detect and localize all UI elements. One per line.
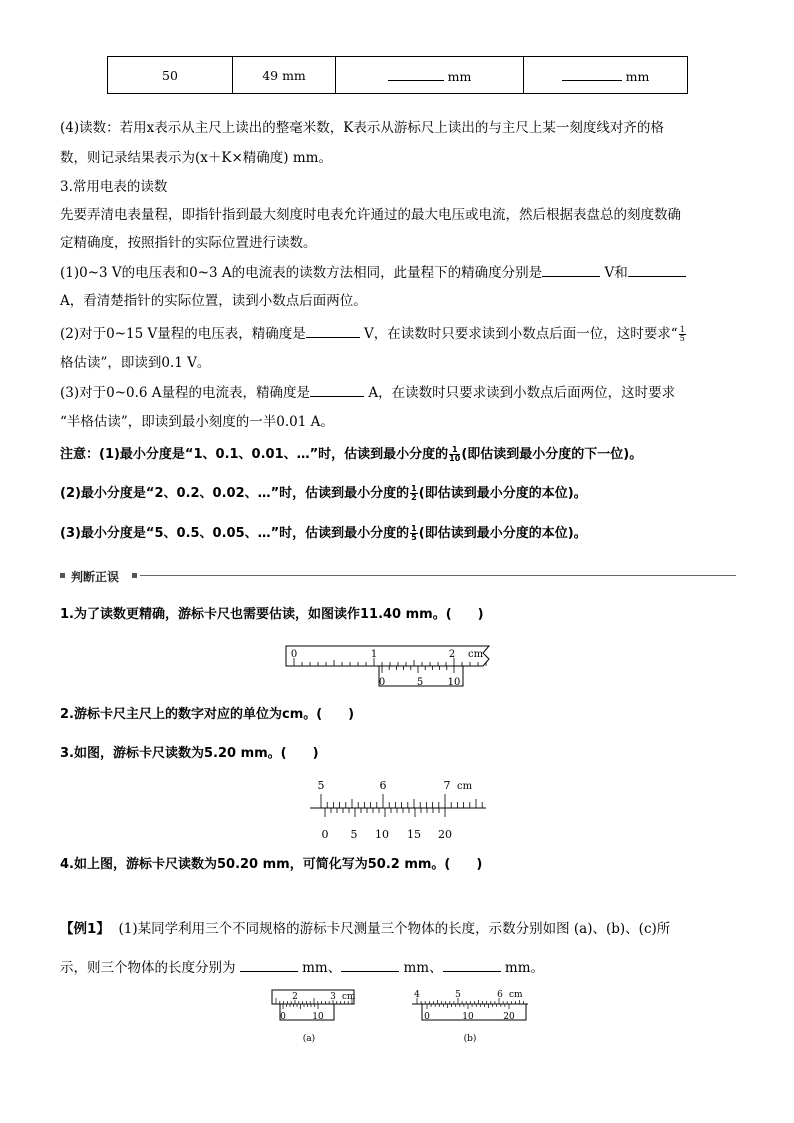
note-line bbox=[60, 445, 642, 465]
figure-caption: (a) bbox=[302, 1034, 316, 1044]
question-3: 3.如图，游标卡尺读数为5.20 mm。( ) bbox=[60, 746, 319, 761]
fraction: $\frac{1}{5}$ bbox=[679, 325, 685, 343]
vernier-scale-label: 5 bbox=[416, 677, 424, 688]
section-title: 3.常用电表的读数 bbox=[60, 179, 168, 195]
note-line bbox=[60, 524, 587, 544]
unit-label: cm bbox=[509, 990, 523, 1000]
answer-blank[interactable] bbox=[542, 262, 600, 277]
vernier-scale-label: 20 bbox=[503, 1012, 515, 1022]
vernier-scale-label: 0 bbox=[378, 677, 386, 688]
text-segment: (1)0~3 V的电压表和0~3 A的电流表的读数方法相同，此量程下的精确度分别是 bbox=[60, 265, 543, 281]
example-tag: 【例1】 bbox=[60, 921, 110, 937]
vernier-caliper-figure-a bbox=[266, 986, 358, 1046]
vernier-scale-label: 15 bbox=[407, 828, 421, 841]
paragraph-line: 先要弄清电表量程，即指针指到最大刻度时电表允许通过的最大电压或电流，然后根据表盘总的刻度数确 bbox=[60, 207, 681, 223]
vernier-scale-label: 0 bbox=[280, 1012, 286, 1022]
main-scale-label: 2 bbox=[448, 649, 456, 660]
table-row bbox=[108, 57, 688, 94]
vernier-scale-label: 10 bbox=[312, 1012, 324, 1022]
main-scale-label: 5 bbox=[455, 990, 461, 1000]
main-scale-label: 6 bbox=[379, 779, 387, 792]
text-segment: 注意：(1)最小分度是“1、0.1、0.01、…”时，估读到最小分度的 bbox=[60, 447, 449, 462]
vernier-caliper-figure-1 bbox=[284, 644, 494, 692]
unit-label: mm bbox=[403, 960, 430, 976]
question-1: 1.为了读数更精确，游标卡尺也需要估读，如图读作11.40 mm。( ) bbox=[60, 607, 484, 622]
main-scale-label: 2 bbox=[292, 992, 298, 1002]
vernier-scale-label: 0 bbox=[321, 828, 329, 841]
separator: 、 bbox=[429, 960, 443, 976]
paragraph-line: 定精确度，按照指针的实际位置进行读数。 bbox=[60, 235, 317, 251]
table-cell: 49 mm bbox=[233, 57, 336, 94]
text-segment: (即估读到最小分度的下一位)。 bbox=[461, 447, 643, 462]
text-segment: (2)最小分度是“2、0.2、0.02、…”时，估读到最小分度的 bbox=[60, 486, 410, 501]
text-segment: (2)对于0~15 V量程的电压表，精确度是 bbox=[60, 326, 306, 342]
square-bullet-icon bbox=[60, 573, 65, 578]
text-segment: A，在读数时只要求读到小数点后面两位，这时要求 bbox=[368, 385, 676, 401]
paragraph-line bbox=[60, 323, 687, 344]
paragraph-line: “半格估读”，即读到最小刻度的一半0.01 A。 bbox=[60, 414, 334, 430]
answer-blank[interactable] bbox=[562, 66, 622, 81]
unit-label: mm bbox=[447, 69, 472, 84]
paragraph-line: 数，则记录结果表示为(x＋K×精确度) mm。 bbox=[60, 150, 332, 166]
divider bbox=[140, 575, 736, 576]
main-scale-label: 6 bbox=[497, 990, 503, 1000]
unit-label: mm bbox=[302, 960, 328, 976]
reading-table bbox=[107, 56, 688, 94]
unit-label: cm bbox=[342, 992, 356, 1002]
vernier-caliper-figure-b bbox=[408, 986, 533, 1046]
paragraph-line bbox=[60, 262, 686, 283]
paragraph-line: 示，则三个物体的长度分别为 mm、 mm、 mm。 bbox=[60, 957, 544, 978]
text-segment: (3)对于0~0.6 A量程的电流表，精确度是 bbox=[60, 385, 311, 401]
paragraph-line bbox=[60, 382, 675, 403]
unit-label: cm bbox=[468, 649, 484, 660]
answer-blank[interactable] bbox=[388, 66, 444, 81]
paragraph-line: A，看清楚指针的实际位置，读到小数点后面两位。 bbox=[60, 293, 367, 309]
question-4: 4.如上图，游标卡尺读数为50.20 mm，可简化写为50.2 mm。( ) bbox=[60, 857, 483, 872]
fraction: $\frac{1}{10}$ bbox=[449, 445, 461, 463]
main-scale-label: 1 bbox=[370, 649, 378, 660]
fraction: $\frac{1}{2}$ bbox=[411, 484, 417, 502]
section-header bbox=[60, 568, 736, 584]
vernier-scale-label: 10 bbox=[447, 677, 461, 688]
separator: 、 bbox=[327, 960, 342, 976]
main-scale-label: 7 bbox=[443, 779, 451, 792]
main-scale-label: 3 bbox=[330, 992, 336, 1002]
vernier-scale-label: 0 bbox=[424, 1012, 430, 1022]
paragraph-line: (4)读数：若用x表示从主尺上读出的整毫米数，K表示从游标尺上读出的与主尺上某一刻度线对齐的格 bbox=[60, 120, 664, 136]
text-segment: (即估读到最小分度的本位)。 bbox=[418, 526, 587, 541]
vernier-scale-label: 10 bbox=[375, 828, 389, 841]
answer-blank[interactable] bbox=[341, 957, 399, 972]
answer-blank[interactable] bbox=[310, 382, 364, 397]
text-segment: (1)某同学利用三个不同规格的游标卡尺测量三个物体的长度，示数分别如图 (a)、(b)、(c)所 bbox=[118, 921, 671, 937]
answer-blank[interactable] bbox=[240, 957, 298, 972]
text-segment: (3)最小分度是“5、0.5、0.05、…”时，估读到最小分度的 bbox=[60, 526, 410, 541]
text-segment: V和 bbox=[604, 265, 628, 281]
main-scale-label: 4 bbox=[414, 990, 420, 1000]
text-segment: (即估读到最小分度的本位)。 bbox=[418, 486, 587, 501]
text-segment: V，在读数时只要求读到小数点后面一位，这时要求“ bbox=[364, 326, 678, 342]
main-scale-label: 0 bbox=[290, 649, 298, 660]
table-cell: 50 bbox=[108, 57, 233, 94]
vernier-scale-label: 20 bbox=[438, 828, 452, 841]
table-cell bbox=[336, 57, 524, 94]
unit-label: mm bbox=[504, 960, 531, 976]
note-line bbox=[60, 484, 587, 504]
answer-blank[interactable] bbox=[306, 323, 360, 338]
vernier-caliper-figure-2 bbox=[306, 776, 491, 842]
answer-blank[interactable] bbox=[628, 262, 686, 277]
square-bullet-icon bbox=[132, 573, 137, 578]
unit-label: cm bbox=[457, 781, 473, 792]
main-scale-label: 5 bbox=[317, 779, 325, 792]
paragraph-line: 格估读”，即读到0.1 V。 bbox=[60, 355, 211, 371]
text-segment: 示，则三个物体的长度分别为 bbox=[60, 960, 236, 976]
table-cell bbox=[524, 57, 688, 94]
question-2: 2.游标卡尺主尺上的数字对应的单位为cm。( ) bbox=[60, 707, 355, 722]
figure-caption: (b) bbox=[463, 1034, 477, 1044]
fraction: $\frac{1}{5}$ bbox=[411, 524, 417, 542]
unit-label: mm bbox=[625, 69, 650, 84]
section-header-label: 判断正误 bbox=[71, 570, 120, 584]
vernier-scale-label: 5 bbox=[350, 828, 358, 841]
paragraph-line bbox=[60, 919, 670, 939]
answer-blank[interactable] bbox=[443, 957, 501, 972]
vernier-scale-label: 10 bbox=[462, 1012, 474, 1022]
